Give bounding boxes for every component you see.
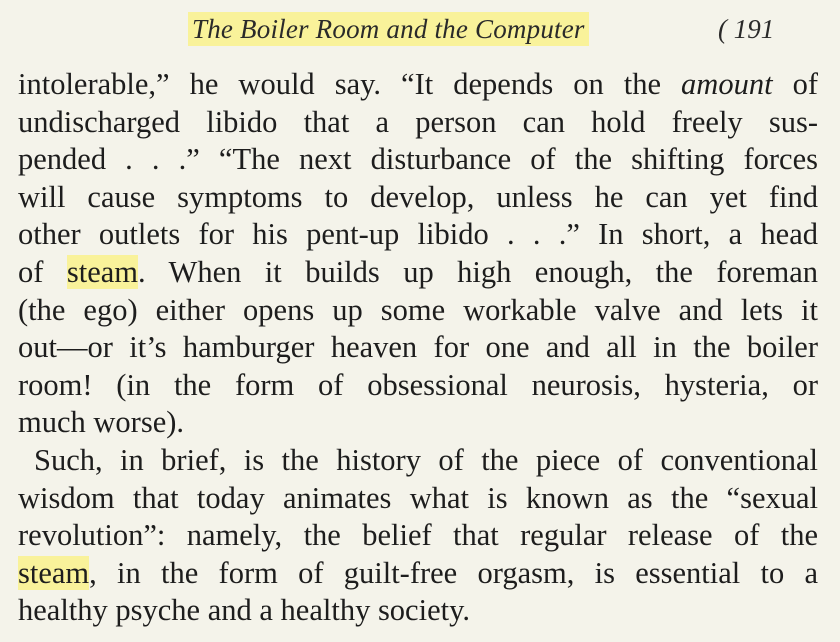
- paragraph-2-line-4: steam, in the form of guilt-free orgasm, is essential to a: [18, 555, 818, 590]
- paragraph-2-line-1: Such, in brief, is the history of the piece of conventional: [34, 442, 818, 477]
- paragraph-1-line-2: undischarged libido that a person can hold freely sus-: [18, 104, 818, 139]
- paragraph-1-line-4: will cause symptoms to develop, unless he can yet find: [18, 179, 818, 214]
- running-title: The Boiler Room and the Computer: [188, 12, 589, 46]
- paragraph-1-line-9: room! (in the form of obsessional neurosis, hysteria, or: [18, 367, 818, 402]
- highlight-steam-2: steam: [18, 555, 90, 590]
- paragraph-1-line-7: (the ego) either opens up some workable valve and lets it: [18, 292, 818, 327]
- paragraph-1-line-3: pended . . .” “The next disturbance of the shifting forces: [18, 142, 818, 177]
- paragraph-2-line-5: healthy psyche and a healthy society.: [18, 593, 470, 628]
- paragraph-2-line-2: wisdom that today animates what is known as the “sexual: [18, 480, 818, 515]
- emphasis-amount: amount: [681, 67, 773, 101]
- paragraph-1-line-1: intolerable,” he would say. “It depends on the amount of: [18, 67, 818, 101]
- paragraph-1-line-10: much worse).: [18, 405, 185, 440]
- highlight-steam-1: steam: [66, 254, 139, 289]
- page-number: ( 191: [718, 14, 775, 44]
- paragraph-1-line-5: other outlets for his pent-up libido . . .” In short, a head: [18, 217, 818, 252]
- paragraph-1-line-8: out—or it’s hamburger heaven for one and all in the boiler: [18, 330, 818, 365]
- body-text: [18, 66, 818, 630]
- paragraph-2-line-3: revolution”: namely, the belief that regular release of the: [18, 518, 818, 553]
- paragraph-1-line-6: of steam. When it builds up high enough, the foreman: [18, 254, 818, 289]
- page-header: [0, 8, 840, 48]
